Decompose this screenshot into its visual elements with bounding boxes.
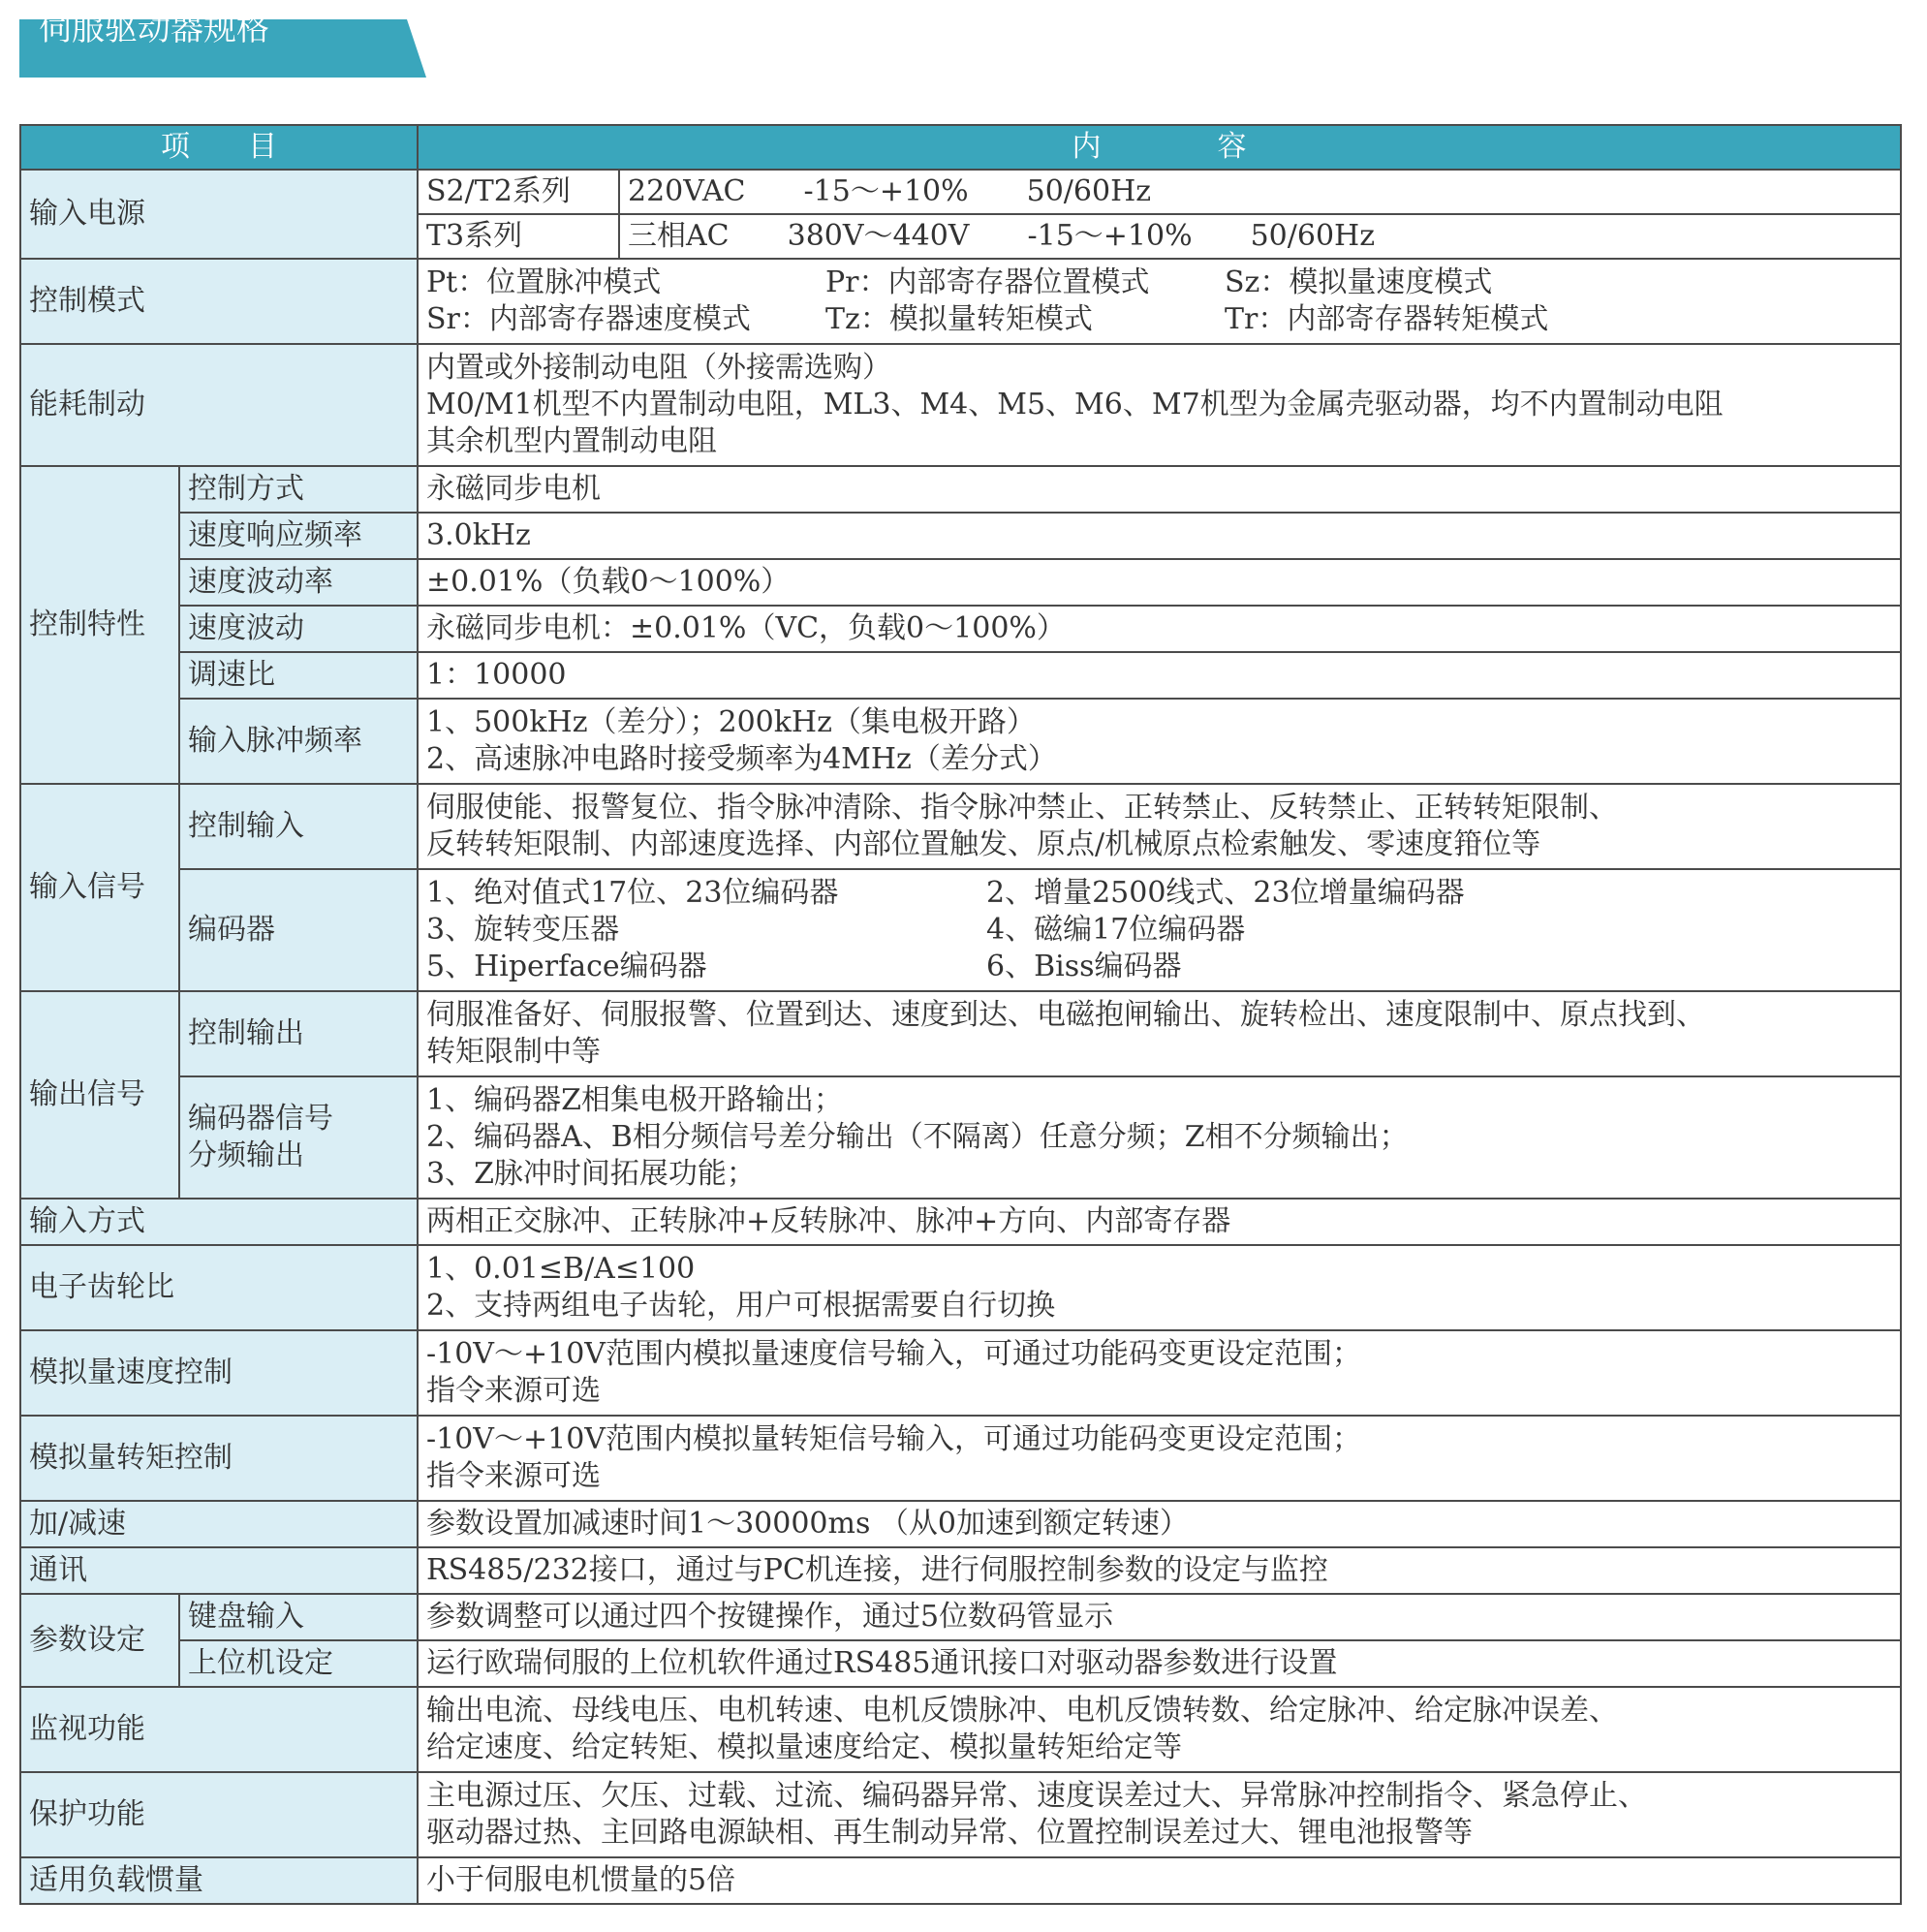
- table-row: [20, 1076, 1901, 1199]
- table-row: [20, 1416, 1901, 1501]
- table-row: [20, 991, 1901, 1076]
- table-header-row: [20, 125, 1901, 170]
- row-label-control-char: 控制特性: [20, 466, 179, 784]
- output-signal-enc-sub: [179, 1076, 418, 1199]
- row-label-params: 参数设定: [20, 1594, 179, 1687]
- table-row: [20, 1501, 1901, 1547]
- monitor-line-1: 输出电流、母线电压、电机转速、电机反馈脉冲、电机反馈转数、给定脉冲、给定脉冲误差、: [426, 1694, 1618, 1728]
- table-row: [20, 513, 1901, 559]
- table-row: [20, 699, 1901, 784]
- table-row: [20, 1245, 1901, 1330]
- input-method-value: 两相正交脉冲、正转脉冲+反转脉冲、脉冲+方向、内部寄存器: [418, 1199, 1901, 1245]
- analog-torque-value: [418, 1416, 1901, 1501]
- header-content: 内 容: [418, 125, 1901, 170]
- params-kb-sub: 键盘输入: [179, 1594, 418, 1640]
- table-row: [20, 344, 1901, 466]
- gear-line-1: 1、0.01≤B/A≤100: [426, 1252, 696, 1286]
- header-item: 项 目: [20, 125, 418, 170]
- params-pc-value: 运行欧瑞伺服的上位机软件通过RS485通讯接口对驱动器参数进行设置: [418, 1640, 1901, 1687]
- row-label-analog-speed: 模拟量速度控制: [20, 1330, 418, 1416]
- mode-tz: Tz：模拟量转矩模式: [825, 302, 1093, 336]
- power-series-1: S2/T2系列: [418, 170, 619, 214]
- analog-speed-value: [418, 1330, 1901, 1416]
- control-char-value-pulse: [418, 699, 1901, 784]
- control-char-sub-3: 速度波动率: [179, 559, 418, 606]
- row-label-power: 输入电源: [20, 170, 418, 259]
- table-row: [20, 1687, 1901, 1772]
- params-kb-value: 参数调整可以通过四个按键操作，通过5位数码管显示: [418, 1594, 1901, 1640]
- analog-torque-line-1: -10V～+10V范围内模拟量转矩信号输入，可通过功能码变更设定范围；: [426, 1422, 1361, 1456]
- encoder-item-2: 2、增量2500线式、23位增量编码器: [986, 876, 1465, 910]
- braking-value: [418, 344, 1901, 466]
- input-signal-ctrl-sub: 控制输入: [179, 784, 418, 869]
- input-ctrl-line-2: 反转转矩限制、内部速度选择、内部位置触发、原点/机械原点检索触发、零速度箝位等: [426, 827, 1541, 861]
- protect-line-2: 驱动器过热、主回路电源缺相、再生制动异常、位置控制误差过大、锂电池报警等: [426, 1816, 1473, 1850]
- row-label-braking: 能耗制动: [20, 344, 418, 466]
- table-row: [20, 259, 1901, 344]
- input-signal-enc-sub: 编码器: [179, 869, 418, 991]
- output-enc-sub-line-2: 分频输出: [188, 1138, 304, 1172]
- row-label-comm: 通讯: [20, 1547, 418, 1594]
- control-char-sub-pulse: 输入脉冲频率: [179, 699, 418, 784]
- output-enc-sub-line-1: 编码器信号: [188, 1102, 333, 1136]
- params-pc-sub: 上位机设定: [179, 1640, 418, 1687]
- row-label-input-signal: 输入信号: [20, 784, 179, 991]
- encoder-item-3: 3、旋转变压器: [426, 913, 620, 947]
- pulse-line-1: 1、500kHz（差分）；200kHz（集电极开路）: [426, 705, 1036, 739]
- pulse-line-2: 2、高速脉冲电路时接受频率为4MHz（差分式）: [426, 742, 1057, 776]
- monitor-value: [418, 1687, 1901, 1772]
- control-char-sub-4: 速度波动: [179, 606, 418, 652]
- mode-sr: Sr：内部寄存器速度模式: [426, 302, 751, 336]
- table-row: [20, 869, 1901, 991]
- braking-line-3: 其余机型内置制动电阻: [426, 424, 717, 458]
- power-value-1: 220VAC -15～+10% 50/60Hz: [619, 170, 1901, 214]
- control-char-sub-5: 调速比: [179, 652, 418, 699]
- row-label-control-mode: 控制模式: [20, 259, 418, 344]
- row-label-monitor: 监视功能: [20, 1687, 418, 1772]
- table-row: [20, 1330, 1901, 1416]
- output-enc-line-2: 2、编码器A、B相分频信号差分输出（不隔离）任意分频；Z相不分频输出；: [426, 1120, 1409, 1154]
- encoder-item-4: 4、磁编17位编码器: [986, 913, 1246, 947]
- table-row: [20, 652, 1901, 699]
- table-row: [20, 1199, 1901, 1245]
- row-label-inertia: 适用负载惯量: [20, 1857, 418, 1904]
- control-mode-value: [418, 259, 1901, 344]
- protect-line-1: 主电源过压、欠压、过载、过流、编码器异常、速度误差过大、异常脉冲控制指令、紧急停止、: [426, 1779, 1647, 1813]
- page-title: 伺服驱动器规格: [39, 10, 269, 48]
- braking-line-1: 内置或外接制动电阻（外接需选购）: [426, 351, 891, 385]
- gear-value: [418, 1245, 1901, 1330]
- mode-tr: Tr：内部寄存器转矩模式: [1225, 302, 1549, 336]
- table-row: [20, 1640, 1901, 1687]
- control-char-sub-2: 速度响应频率: [179, 513, 418, 559]
- gear-line-2: 2、支持两组电子齿轮，用户可根据需要自行切换: [426, 1289, 1056, 1323]
- input-signal-ctrl-value: [418, 784, 1901, 869]
- control-char-value-5: 1：10000: [418, 652, 1901, 699]
- analog-torque-line-2: 指令来源可选: [426, 1459, 601, 1493]
- spec-table: [19, 124, 1902, 1905]
- output-ctrl-line-2: 转矩限制中等: [426, 1035, 601, 1069]
- output-signal-enc-value: [418, 1076, 1901, 1199]
- table-row: [20, 606, 1901, 652]
- input-ctrl-line-1: 伺服使能、报警复位、指令脉冲清除、指令脉冲禁止、正转禁止、反转禁止、正转转矩限制、: [426, 791, 1618, 825]
- control-char-value-1: 永磁同步电机: [418, 466, 1901, 513]
- output-signal-ctrl-value: [418, 991, 1901, 1076]
- output-enc-line-3: 3、Z脉冲时间拓展功能；: [426, 1157, 756, 1191]
- protect-value: [418, 1772, 1901, 1857]
- analog-speed-line-2: 指令来源可选: [426, 1374, 601, 1408]
- accel-value: 参数设置加减速时间1～30000ms （从0加速到额定转速）: [418, 1501, 1901, 1547]
- table-row: [20, 1594, 1901, 1640]
- table-row: [20, 1857, 1901, 1904]
- encoder-item-5: 5、Hiperface编码器: [426, 950, 707, 983]
- output-ctrl-line-1: 伺服准备好、伺服报警、位置到达、速度到达、电磁抱闸输出、旋转检出、速度限制中、原点找到、: [426, 998, 1705, 1032]
- row-label-protect: 保护功能: [20, 1772, 418, 1857]
- table-row: [20, 1772, 1901, 1857]
- analog-speed-line-1: -10V～+10V范围内模拟量速度信号输入，可通过功能码变更设定范围；: [426, 1337, 1361, 1371]
- row-label-accel: 加/减速: [20, 1501, 418, 1547]
- output-signal-ctrl-sub: 控制输出: [179, 991, 418, 1076]
- mode-pt: Pt：位置脉冲模式: [426, 265, 662, 299]
- comm-value: RS485/232接口，通过与PC机连接，进行伺服控制参数的设定与监控: [418, 1547, 1901, 1594]
- row-label-gear: 电子齿轮比: [20, 1245, 418, 1330]
- power-series-2: T3系列: [418, 214, 619, 259]
- row-label-input-method: 输入方式: [20, 1199, 418, 1245]
- table-row: [20, 1547, 1901, 1594]
- table-row: [20, 170, 1901, 214]
- table-row: [20, 466, 1901, 513]
- control-char-value-3: ±0.01%（负载0～100%）: [418, 559, 1901, 606]
- inertia-value: 小于伺服电机惯量的5倍: [418, 1857, 1901, 1904]
- table-row: [20, 784, 1901, 869]
- control-char-value-2: 3.0kHz: [418, 513, 1901, 559]
- mode-pr: Pr：内部寄存器位置模式: [825, 265, 1150, 299]
- braking-line-2: M0/M1机型不内置制动电阻，ML3、M4、M5、M6、M7机型为金属壳驱动器，均不内置制动电阻: [426, 388, 1724, 421]
- control-char-sub-1: 控制方式: [179, 466, 418, 513]
- table-row: [20, 559, 1901, 606]
- row-label-output-signal: 输出信号: [20, 991, 179, 1199]
- encoder-item-1: 1、绝对值式17位、23位编码器: [426, 876, 839, 910]
- row-label-analog-torque: 模拟量转矩控制: [20, 1416, 418, 1501]
- output-enc-line-1: 1、编码器Z相集电极开路输出；: [426, 1083, 843, 1117]
- control-char-value-4: 永磁同步电机：±0.01%（VC，负载0～100%）: [418, 606, 1901, 652]
- mode-sz: Sz：模拟量速度模式: [1225, 265, 1493, 299]
- input-signal-enc-value: [418, 869, 1901, 991]
- monitor-line-2: 给定速度、给定转矩、模拟量速度给定、模拟量转矩给定等: [426, 1730, 1182, 1764]
- encoder-item-6: 6、Biss编码器: [986, 950, 1182, 983]
- power-value-2: 三相AC 380V～440V -15～+10% 50/60Hz: [619, 214, 1901, 259]
